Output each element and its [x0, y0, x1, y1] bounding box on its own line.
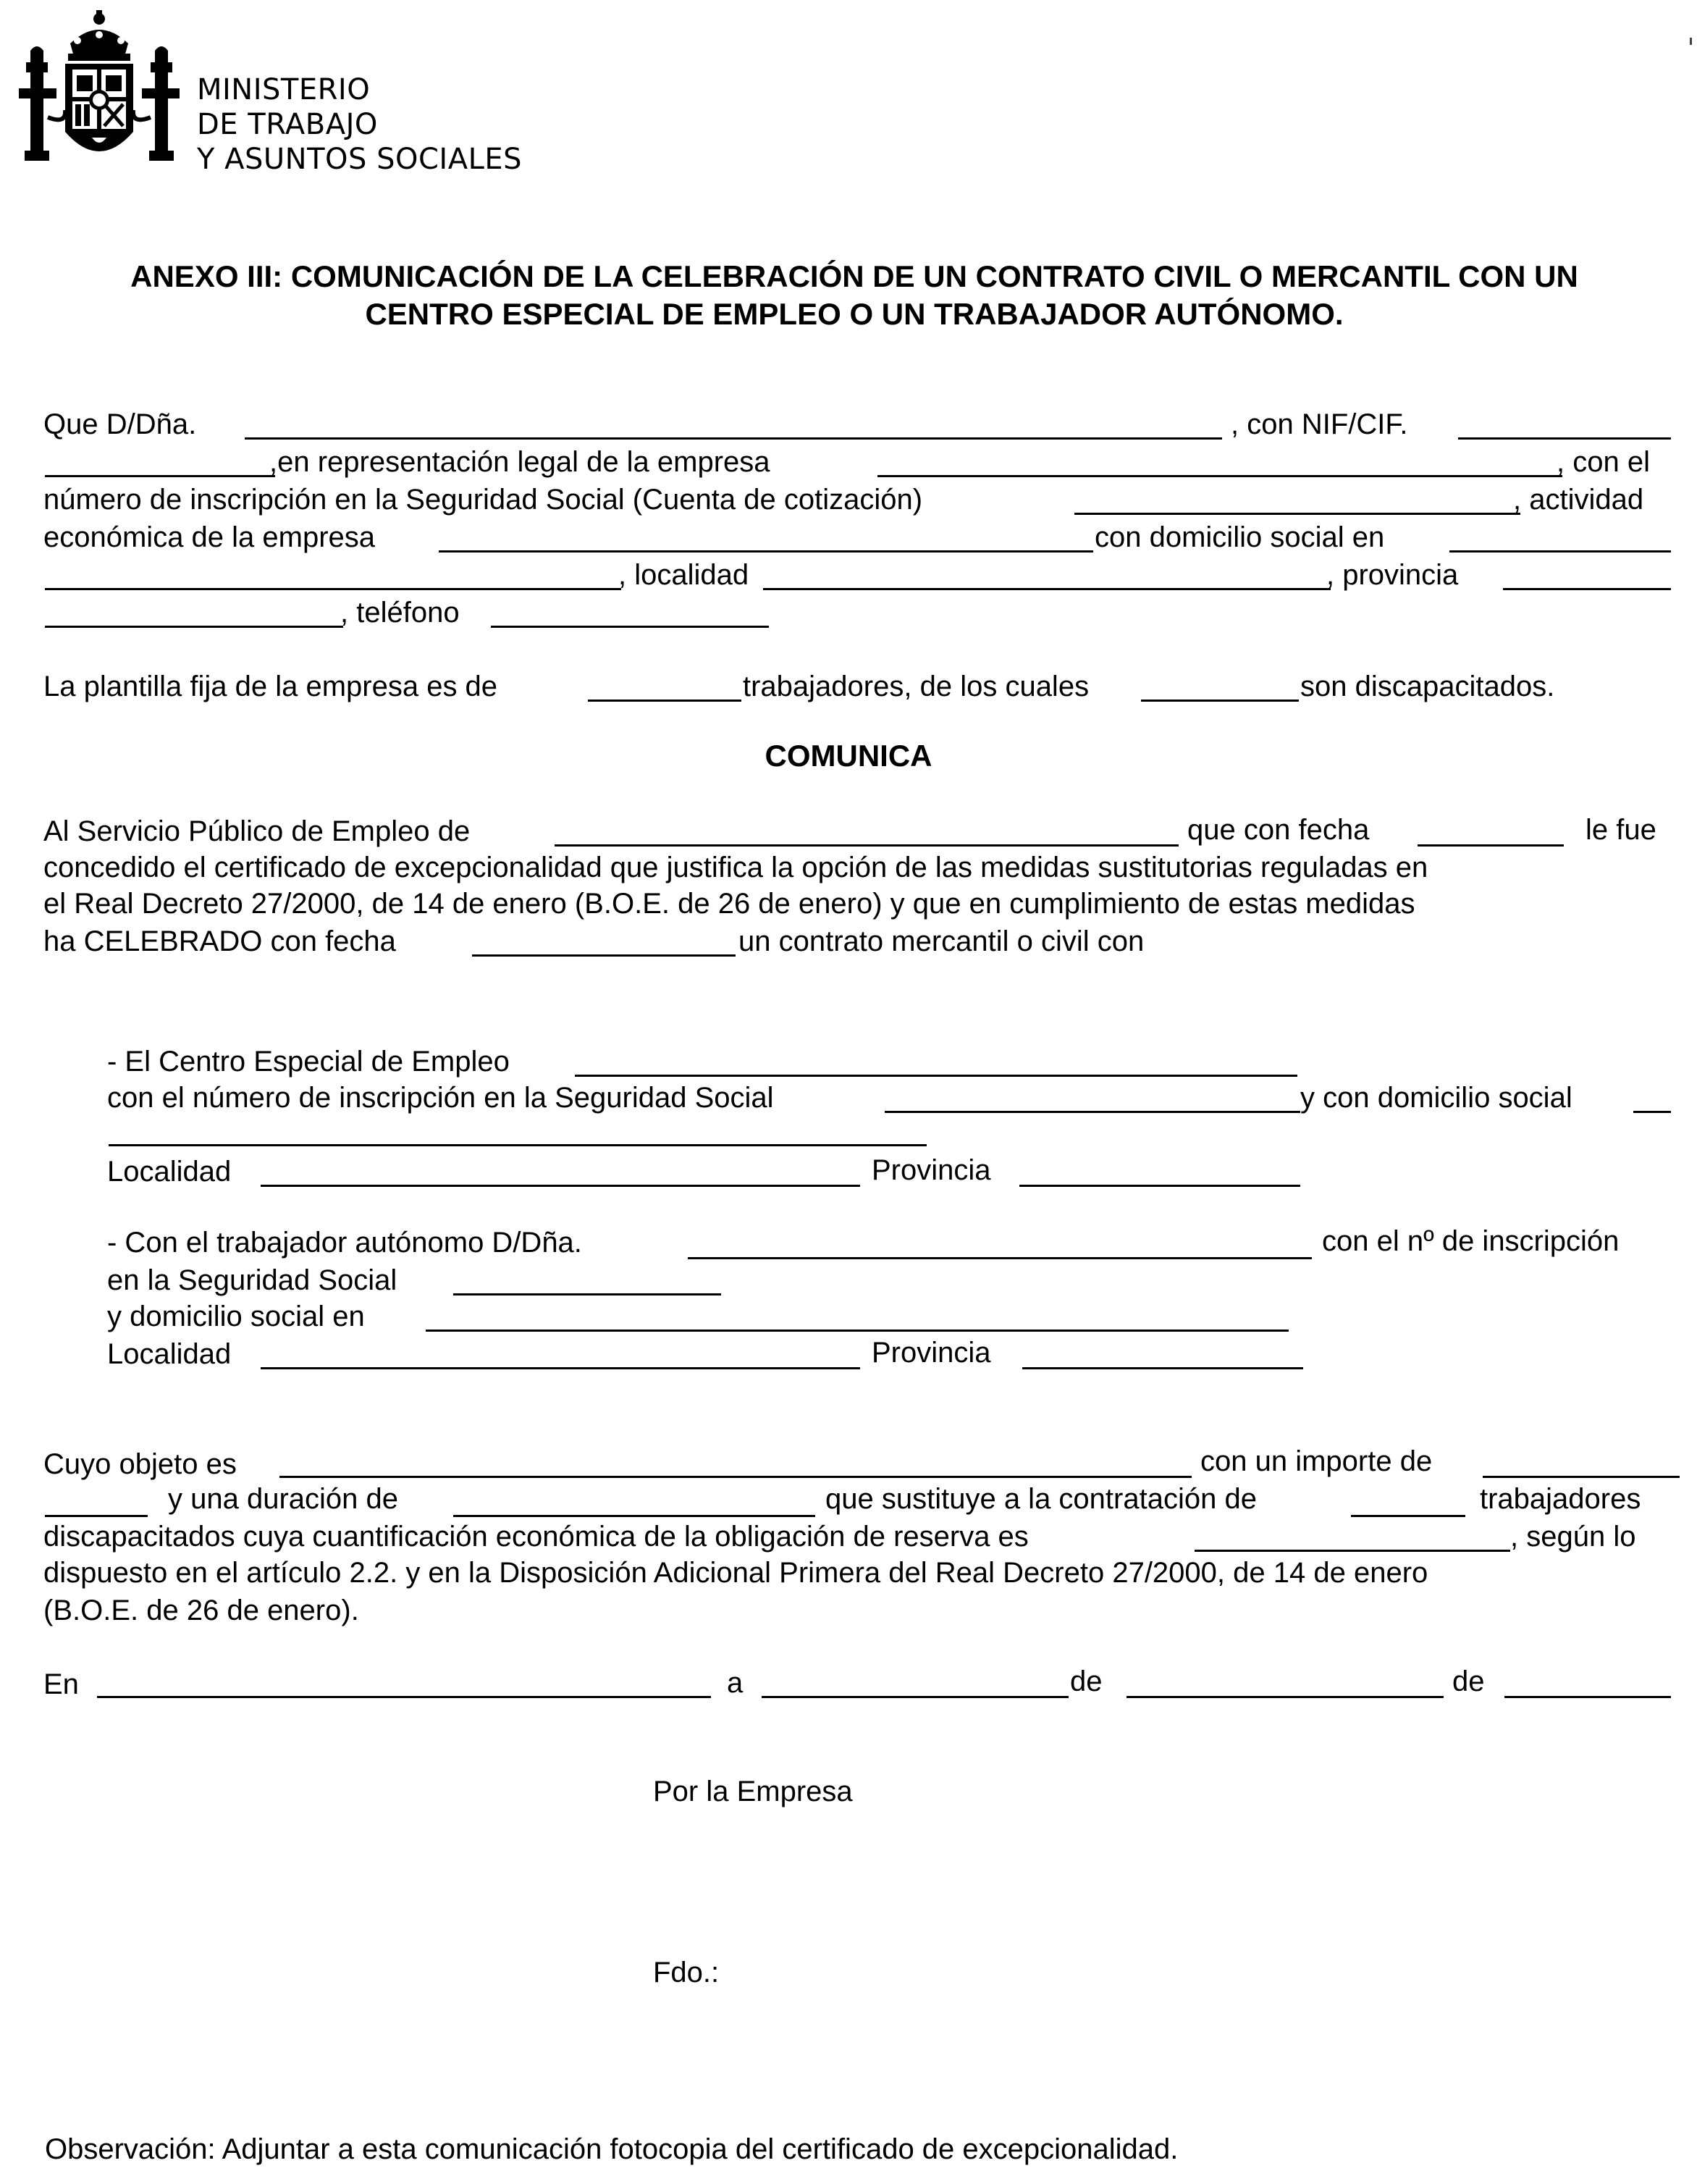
autonomo-provincia-field[interactable]: [1022, 1367, 1303, 1369]
autonomo-nombre-field[interactable]: [688, 1257, 1312, 1259]
ministry-line-3: Y ASUNTOS SOCIALES: [197, 143, 523, 176]
centro-inscripcion-field[interactable]: [885, 1111, 1300, 1113]
autonomo-domicilio-label: y domicilio social en: [107, 1301, 365, 1332]
provincia-label: , provincia: [1326, 559, 1459, 591]
importe-label: con un importe de: [1200, 1445, 1433, 1477]
segun-label: , según lo: [1510, 1521, 1636, 1553]
trabajadores-objeto-label: trabajadores: [1480, 1483, 1641, 1515]
autonomo-seguridad-label: en la Seguridad Social: [107, 1264, 397, 1296]
section2-line-3: el Real Decreto 27/2000, de 14 de enero (B.O.E. de 26 de enero) y que en cumplimiento de estas medidas: [43, 888, 1415, 920]
a-label: a: [727, 1667, 744, 1699]
importe-field-continued[interactable]: [45, 1515, 148, 1517]
plantilla-label: La plantilla fija de la empresa es de: [43, 671, 498, 702]
cuenta-cotizacion-field[interactable]: [1074, 513, 1520, 515]
duracion-label: y una duración de: [168, 1483, 399, 1515]
importe-field[interactable]: [1483, 1476, 1680, 1478]
por-la-empresa-label: Por la Empresa: [653, 1776, 853, 1807]
localidad-field[interactable]: [763, 588, 1331, 590]
comunica-heading: COMUNICA: [765, 739, 932, 773]
dia-field[interactable]: [762, 1696, 1069, 1698]
document-title: [36, 258, 1672, 333]
nif-field-continued[interactable]: [45, 475, 275, 477]
ministry-line-2: DE TRABAJO: [197, 108, 378, 141]
empresa-field[interactable]: [877, 475, 1562, 477]
ministry-name: [197, 72, 522, 177]
inscripcion-label: número de inscripción en la Seguridad Social (Cuenta de cotización): [43, 484, 923, 516]
scan-mark: [1690, 38, 1692, 45]
con-el-label: , con el: [1557, 446, 1650, 478]
centro-domicilio-field[interactable]: [1633, 1111, 1671, 1113]
title-line-1: ANEXO III: COMUNICACIÓN DE LA CELEBRACIÓN DE UN CONTRATO CIVIL O MERCANTIL CON UN: [130, 259, 1578, 293]
telefono-field[interactable]: [491, 626, 769, 628]
objeto-line-5: (B.O.E. de 26 de enero).: [43, 1595, 359, 1626]
centro-label: - El Centro Especial de Empleo: [107, 1046, 510, 1078]
telefono-label: , teléfono: [340, 597, 460, 629]
domicilio-field[interactable]: [1449, 550, 1671, 553]
discapacitados-field[interactable]: [1141, 700, 1299, 702]
objeto-field[interactable]: [279, 1476, 1192, 1478]
fdo-label: Fdo.:: [653, 1957, 720, 1988]
centro-provincia-field[interactable]: [1019, 1185, 1300, 1187]
mes-field[interactable]: [1127, 1696, 1444, 1698]
autonomo-domicilio-field[interactable]: [426, 1330, 1289, 1332]
section2-line-2: concedido el certificado de excepcionalidad que justifica la opción de las medidas sustitutorias reguladas en: [43, 852, 1428, 883]
centro-localidad-label: Localidad: [107, 1156, 232, 1188]
objeto-label: Cuyo objeto es: [43, 1448, 237, 1480]
plantilla-total-field[interactable]: [588, 700, 741, 702]
autonomo-inscripcion-field[interactable]: [453, 1293, 721, 1295]
anio-field[interactable]: [1504, 1696, 1671, 1698]
que-con-fecha-label: que con fecha: [1187, 814, 1370, 846]
nombre-field[interactable]: [245, 437, 1222, 440]
autonomo-inscripcion-label: con el nº de inscripción: [1322, 1225, 1620, 1257]
fecha-celebracion-field[interactable]: [472, 954, 736, 957]
autonomo-provincia-label: Provincia: [872, 1337, 991, 1369]
le-fue-label: le fue: [1586, 814, 1656, 846]
autonomo-localidad-field[interactable]: [261, 1367, 860, 1369]
centro-provincia-label: Provincia: [872, 1154, 991, 1186]
centro-nombre-field[interactable]: [575, 1075, 1297, 1077]
provincia-field[interactable]: [1503, 588, 1671, 590]
lugar-field[interactable]: [97, 1696, 711, 1698]
celebrado-label: ha CELEBRADO con fecha: [43, 925, 396, 957]
cuantificacion-field[interactable]: [1195, 1550, 1510, 1552]
que-label: Que D/Dña.: [43, 408, 197, 440]
actividad-label: , actividad: [1513, 484, 1644, 516]
nif-label: , con NIF/CIF.: [1231, 408, 1408, 440]
centro-inscripcion-label: con el número de inscripción en la Seguridad Social: [107, 1082, 774, 1114]
localidad-label: , localidad: [618, 559, 749, 591]
numero-trabajadores-field[interactable]: [1351, 1515, 1465, 1517]
centro-domicilio-label: y con domicilio social: [1300, 1082, 1572, 1114]
cuantificacion-label: discapacitados cuya cuantificación económica de la obligación de reserva es: [43, 1521, 1029, 1553]
de-label-1: de: [1070, 1666, 1103, 1697]
nif-field[interactable]: [1458, 437, 1671, 440]
centro-localidad-field[interactable]: [261, 1185, 860, 1187]
ministry-line-1: MINISTERIO: [197, 73, 371, 106]
domicilio-field-continued[interactable]: [45, 588, 621, 590]
coat-of-arms-icon: [16, 9, 182, 174]
servicio-label: Al Servicio Público de Empleo de: [43, 815, 471, 847]
observacion-note: Observación: Adjuntar a esta comunicación fotocopia del certificado de excepcionalidad.: [45, 2133, 1179, 2165]
domicilio-label: con domicilio social en: [1095, 521, 1385, 553]
sustituye-label: que sustituye a la contratación de: [825, 1483, 1257, 1515]
de-label-2: de: [1452, 1666, 1485, 1697]
provincia-field-continued[interactable]: [45, 626, 343, 628]
discapacitados-label: son discapacitados.: [1300, 671, 1555, 702]
trabajadores-label: trabajadores, de los cuales: [743, 671, 1090, 702]
autonomo-label: - Con el trabajador autónomo D/Dña.: [107, 1227, 582, 1259]
representacion-label: ,en representación legal de la empresa: [269, 446, 770, 478]
autonomo-localidad-label: Localidad: [107, 1338, 232, 1370]
actividad-field[interactable]: [439, 550, 1093, 553]
duracion-field[interactable]: [453, 1515, 815, 1517]
fecha-certificado-field[interactable]: [1418, 844, 1564, 847]
economica-label: económica de la empresa: [43, 521, 376, 553]
objeto-line-4: dispuesto en el artículo 2.2. y en la Disposición Adicional Primera del Real Decreto 27/2000, de 14 de enero: [43, 1557, 1428, 1589]
servicio-field[interactable]: [555, 844, 1179, 847]
title-line-2: CENTRO ESPECIAL DE EMPLEO O UN TRABAJADOR AUTÓNOMO.: [365, 297, 1344, 331]
en-label: En: [43, 1668, 79, 1700]
contrato-label: un contrato mercantil o civil con: [738, 925, 1145, 957]
centro-domicilio-field-continued[interactable]: [109, 1144, 927, 1146]
